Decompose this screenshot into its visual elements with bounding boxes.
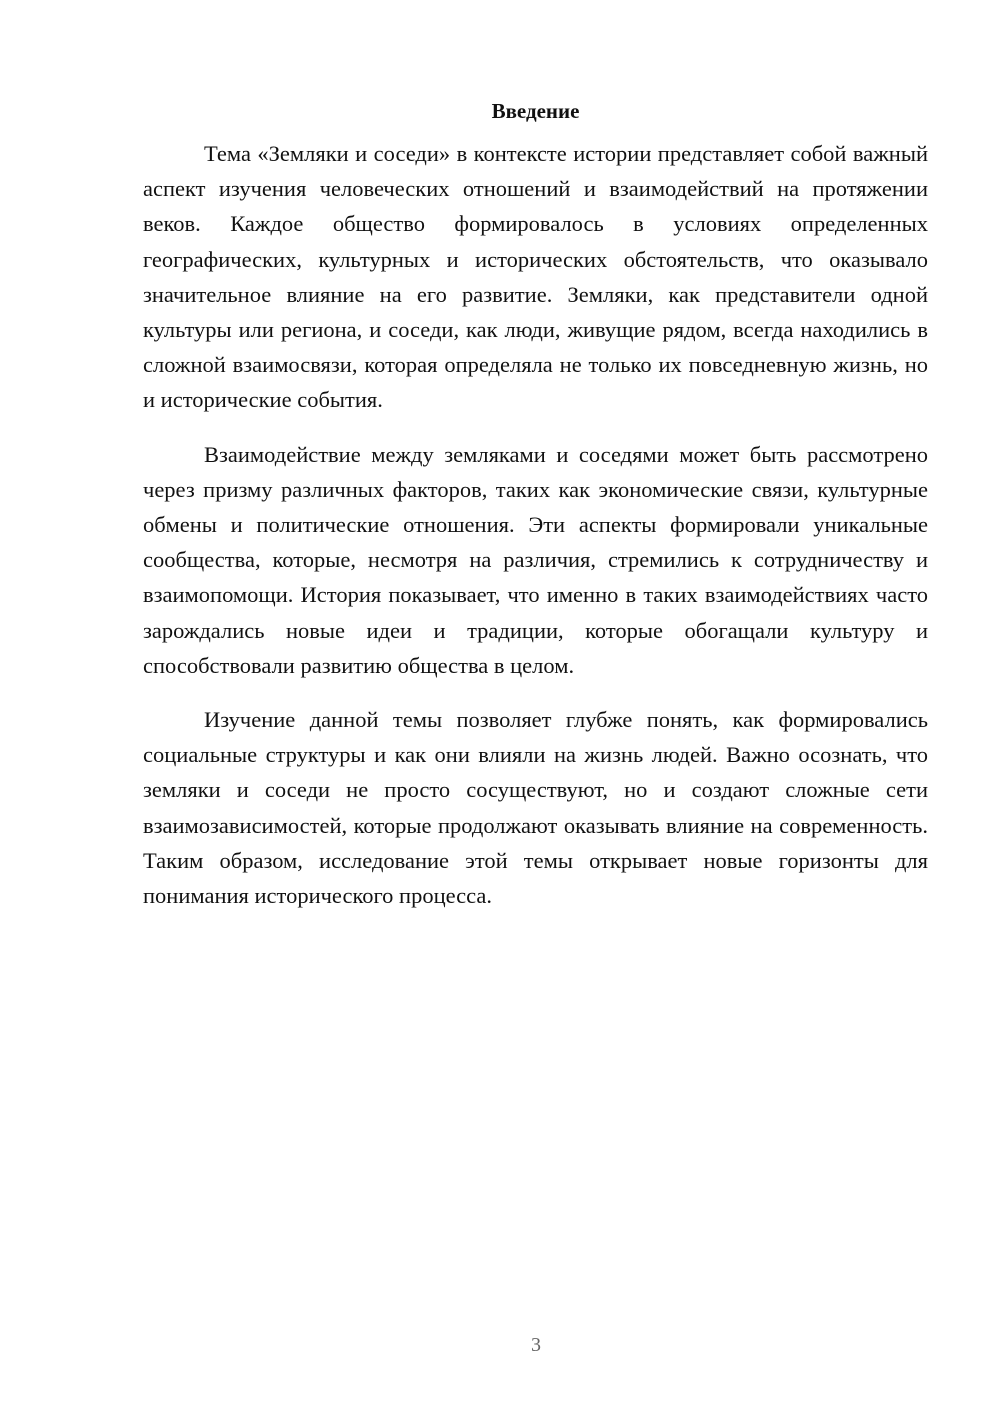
paragraph-3: Изучение данной темы позволяет глубже понять, как формировались социальные структуры и как они влияли на жизнь людей. Важно осознать, что земляки и соседи не просто сосуществуют, но и создают сложные сети взаимозависимостей, которые продолжают оказывать влияние на современность. Таким образом, исследование этой темы открывает новые горизонты для понимания исторического процесса. — [143, 707, 928, 909]
page-number: 3 — [531, 1334, 541, 1356]
page-body — [143, 96, 928, 932]
section-heading: Введение — [491, 99, 580, 123]
paragraph-2: Взаимодействие между земляками и соседями может быть рассмотрено через призму различных факторов, таких как экономические связи, культурные обмены и политические отношения. Эти аспекты формировали уникальные сообщества, которые, несмотря на различия, стремились к сотрудничеству и взаимопомощи. История показывает, что именно в таких взаимодействиях часто зарождались новые идеи и традиции, которые обогащали культуру и способствовали развитию общества в целом. — [143, 441, 928, 678]
paragraph-1: Тема «Земляки и соседи» в контексте истории представляет собой важный аспект изучения человеческих отношений и взаимодействий на протяжении веков. Каждое общество формировалось в условиях определенных географических, культурных и исторических обстоятельств, что оказывало значительное влияние на его развитие. Земляки, как представители одной культуры или региона, и соседи, как люди, живущие рядом, всегда находились в сложной взаимосвязи, которая определяла не только их повседневную жизнь, но и исторические события. — [143, 141, 928, 413]
